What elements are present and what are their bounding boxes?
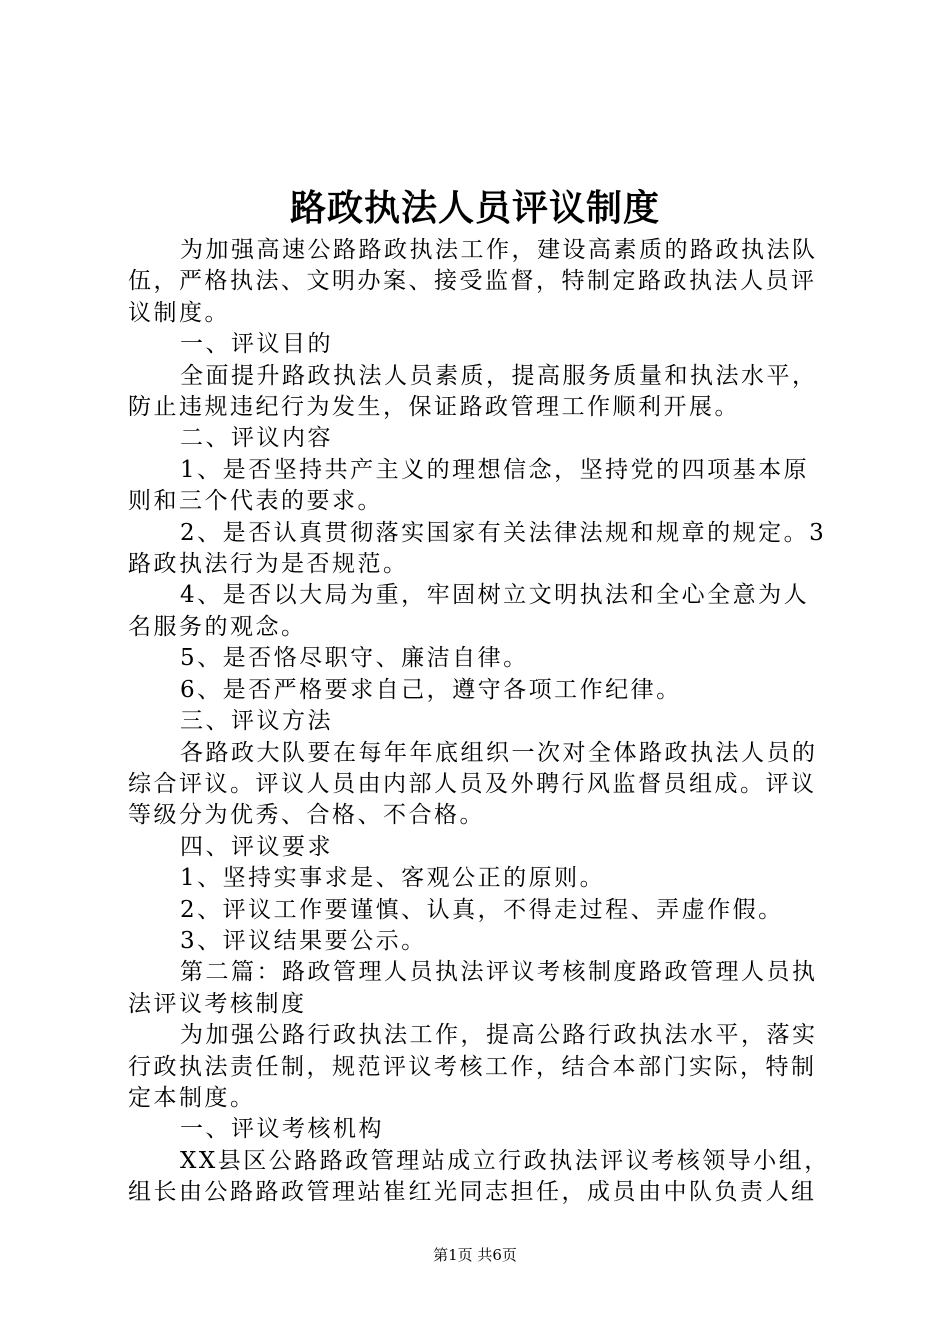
- page-number-footer: 第1页 共6页: [433, 1246, 517, 1264]
- chapter-heading-part-two: 第二篇：路政管理人员执法评议考核制度路政管理人员执法评议考核制度: [128, 959, 818, 1017]
- list-item-requirement-3: 3、评议结果要公示。: [180, 927, 427, 954]
- list-item-content-2: 2、是否认真贯彻落实国家有关法律法规和规章的规定。3路政执法行为是否规范。: [128, 519, 827, 578]
- list-item-content-6: 6、是否严格要求自己，遵守各项工作纪律。: [180, 676, 682, 703]
- list-item-requirement-1: 1、坚持实事求是、客观公正的原则。: [180, 865, 606, 892]
- section-heading-purpose: 一、评议目的: [180, 331, 333, 358]
- section-heading-requirements: 四、评议要求: [180, 833, 333, 860]
- paragraph-purpose: 全面提升路政执法人员素质，提高服务质量和执法水平，防止违规违纪行为发生，保证路政管理工作顺利开展。: [128, 362, 818, 421]
- paragraph-intro: 为加强高速公路路政执法工作，建设高素质的路政执法队伍，严格执法、文明办案、接受监督，特制定路政执法人员评议制度。: [128, 237, 818, 326]
- list-item-requirement-2: 2、评议工作要谨慎、认真，不得走过程、弄虚作假。: [180, 896, 784, 923]
- section-heading-method: 三、评议方法: [180, 708, 333, 735]
- section-heading-organization: 一、评议考核机构: [180, 1116, 384, 1143]
- list-item-content-4: 4、是否以大局为重，牢固树立文明执法和全心全意为人名服务的观念。: [128, 582, 810, 640]
- document-body: [128, 235, 832, 1209]
- document-title: 路政执法人员评议制度: [289, 188, 660, 229]
- paragraph-method: 各路政大队要在每年年底组织一次对全体路政执法人员的综合评议。评议人员由内部人员及外聘行风监督员组成。评议等级分为优秀、合格、不合格。: [128, 739, 818, 829]
- paragraph-organization: XX县区公路路政管理站成立行政执法评议考核领导小组，组长由公路路政管理站崔红光同志担任，成员由中队负责人组: [128, 1147, 830, 1206]
- list-item-content-1: 1、是否坚持共产主义的理想信念，坚持党的四项基本原则和三个代表的要求。: [128, 456, 810, 515]
- list-item-content-5: 5、是否恪尽职守、廉洁自律。: [180, 645, 529, 672]
- paragraph-part-two-intro: 为加强公路行政执法工作，提高公路行政执法水平，落实行政执法责任制，规范评议考核工作，结合本部门实际，特制定本制度。: [128, 1022, 818, 1111]
- section-heading-content: 二、评议内容: [180, 425, 333, 452]
